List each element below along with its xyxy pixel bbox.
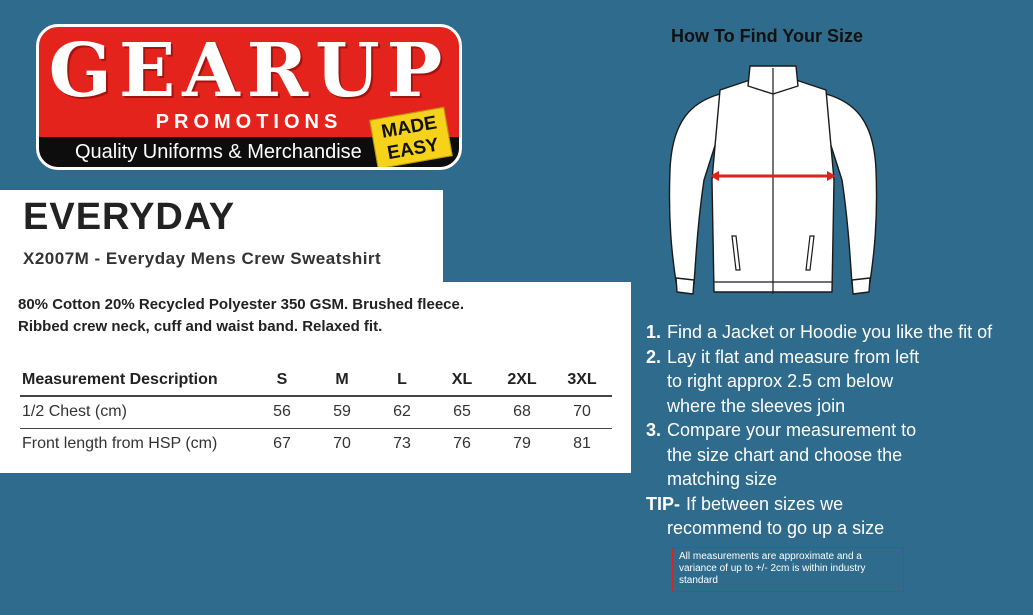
- size-chart-table: [20, 366, 612, 460]
- badge-line-2: EASY: [385, 134, 441, 165]
- table-row: [20, 429, 612, 461]
- table-cell: 67: [273, 435, 291, 452]
- step-text-continued: to right approx 2.5 cm below: [667, 371, 894, 391]
- step-text-continued: where the sleeves join: [667, 395, 846, 416]
- step-number: 2.: [646, 346, 662, 367]
- product-name: X2007M - Everyday Mens Crew Sweatshirt: [23, 249, 382, 268]
- description-line-2: Ribbed crew neck, cuff and waist band. Relaxed fit.: [18, 318, 383, 335]
- step-1: [646, 320, 1031, 345]
- header-size-2xl: 2XL: [492, 366, 552, 396]
- table-header-row: [20, 366, 612, 396]
- logo-tagline: Quality Uniforms & Merchandise: [75, 141, 362, 163]
- header-size-l: L: [372, 366, 432, 396]
- table-cell: 68: [492, 396, 552, 429]
- guide-title: How To Find Your Size: [671, 26, 863, 46]
- header-size-s: S: [252, 366, 312, 396]
- table-cell: 59: [312, 396, 372, 429]
- table-cell: 56: [252, 396, 312, 429]
- logo-subtitle: PROMOTIONS: [155, 111, 343, 133]
- table-cell: 65: [432, 396, 492, 429]
- jacket-illustration: [662, 60, 884, 300]
- size-guide-steps: [646, 320, 1031, 541]
- header-size-xl: XL: [432, 366, 492, 396]
- step-3: [646, 418, 1031, 443]
- header-size-3xl: 3XL: [552, 366, 612, 396]
- table-cell: 79: [513, 435, 531, 452]
- tip-text: If between sizes we: [686, 493, 844, 514]
- step-number: 3.: [646, 420, 662, 440]
- step-text: Lay it flat and measure from left: [667, 346, 920, 367]
- table-row: [20, 396, 612, 429]
- logo-wordmark: GEARUP: [48, 28, 450, 114]
- tip-text-continued: recommend to go up a size: [667, 518, 885, 538]
- table-cell: 70: [333, 435, 351, 452]
- badge-line-1: MADE: [379, 112, 439, 143]
- product-description: [18, 294, 618, 338]
- step-2: [646, 345, 1031, 370]
- table-cell: 70: [552, 396, 612, 429]
- step-number: 1.: [646, 322, 662, 342]
- header-size-m: M: [312, 366, 372, 396]
- header-measurement: Measurement Description: [20, 366, 252, 396]
- jacket-icon: [662, 60, 884, 300]
- brand-logo: [36, 24, 462, 170]
- step-text: Find a Jacket or Hoodie you like the fit of: [667, 322, 993, 342]
- step-text: Compare your measurement to: [667, 420, 917, 440]
- table-cell: 62: [372, 396, 432, 429]
- step-text-continued: matching size: [667, 469, 778, 489]
- table-cell: 81: [573, 435, 591, 452]
- product-brand: EVERYDAY: [23, 196, 236, 238]
- tip: [646, 492, 1031, 517]
- description-line-1: 80% Cotton 20% Recycled Polyester 350 GSM. Brushed fleece.: [18, 296, 465, 313]
- measurement-disclaimer: All measurements are approximate and a variance of up to +/- 2cm is within industry standard: [672, 547, 904, 592]
- row-label: 1/2 Chest (cm): [20, 396, 252, 429]
- tip-label: TIP-: [646, 493, 680, 514]
- row-label: Front length from HSP (cm): [22, 435, 218, 452]
- step-text-continued: the size chart and choose the: [667, 444, 903, 465]
- table-cell: 73: [393, 435, 411, 452]
- table-cell: 76: [453, 435, 471, 452]
